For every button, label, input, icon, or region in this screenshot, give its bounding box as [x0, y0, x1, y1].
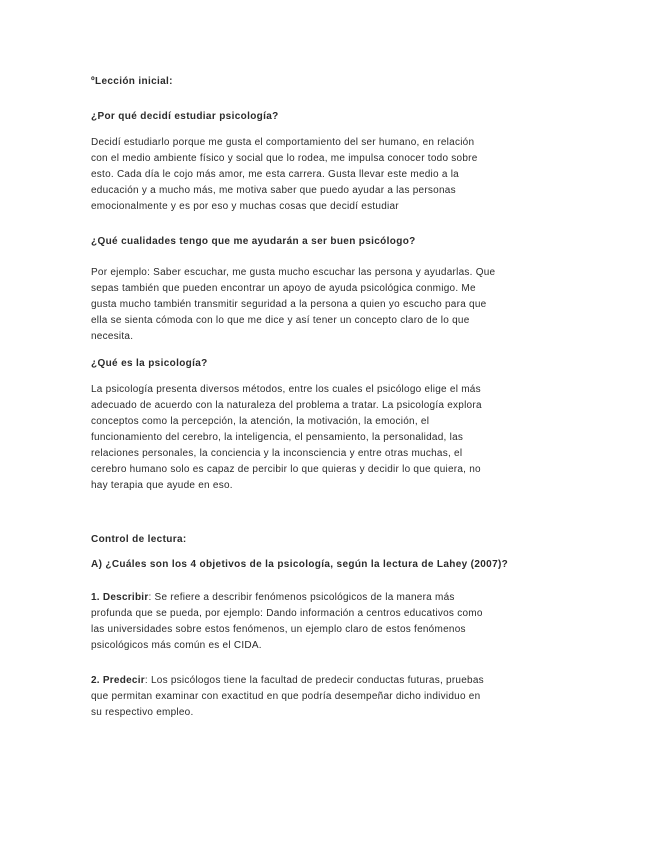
- paragraph-line: Por ejemplo: Saber escuchar, me gusta mucho escuchar las persona y ayudarlas. Que: [91, 267, 496, 278]
- paragraph-line: necesita.: [91, 331, 134, 342]
- paragraph-line: ella se sienta cómoda con lo que me dice y así tener un concepto claro de lo que: [91, 315, 470, 326]
- paragraph-line: funcionamiento del cerebro, la inteligencia, el pensamiento, la personalidad, las: [91, 432, 464, 443]
- paragraph-line: su respectivo empleo.: [91, 707, 194, 718]
- objective-2-first-line: [91, 673, 571, 689]
- objective-text: : Los psicólogos tiene la facultad de predecir conductas futuras, pruebas: [144, 675, 484, 686]
- paragraph-line: adecuado de acuerdo con la naturaleza del problema a tratar. La psicología explora: [91, 400, 482, 411]
- section-title-leccion: ºLección inicial:: [91, 76, 173, 87]
- objective-label: 1. Describir: [91, 592, 149, 603]
- paragraph-line: psicológicos más común es el CIDA.: [91, 640, 262, 651]
- control-lectura-title: Control de lectura:: [91, 534, 187, 545]
- paragraph-line: que permitan examinar con exactitud en que podría desempeñar dicho individuo en: [91, 691, 481, 702]
- paragraph-line: hay terapia que ayude en eso.: [91, 480, 233, 491]
- question-heading-1: ¿Por qué decidí estudiar psicología?: [91, 111, 279, 122]
- paragraph-line: Decidí estudiarlo porque me gusta el comportamiento del ser humano, en relación: [91, 137, 475, 148]
- paragraph-line: con el medio ambiente físico y social que lo rodea, me impulsa conocer todo sobre: [91, 153, 478, 164]
- paragraph-line: educación y a mucho más, me motiva saber que puedo ayudar a las personas: [91, 185, 456, 196]
- paragraph-line: gusta mucho también transmitir seguridad a la persona a quien yo escucho para que: [91, 299, 487, 310]
- paragraph-line: profunda que se pueda, por ejemplo: Dando información a centros educativos como: [91, 608, 483, 619]
- objective-1-first-line: [91, 590, 571, 606]
- question-heading-3: ¿Qué es la psicología?: [91, 358, 208, 369]
- paragraph-line: las universidades sobre estos fenómenos, un ejemplo claro de estos fenómenos: [91, 624, 466, 635]
- paragraph-line: sepas también que pueden encontrar un apoyo de ayuda psicológica conmigo. Me: [91, 283, 476, 294]
- objective-text: : Se refiere a describir fenómenos psicológicos de la manera más: [148, 592, 455, 603]
- paragraph-line: conceptos como la percepción, la atención, la motivación, la emoción, el: [91, 416, 430, 427]
- objective-label: 2. Predecir: [91, 675, 145, 686]
- paragraph-line: cerebro humano solo es capaz de percibir lo que quieras y decidir lo que quiera, no: [91, 464, 481, 475]
- question-heading-2: ¿Qué cualidades tengo que me ayudarán a ser buen psicólogo?: [91, 236, 416, 247]
- control-question: A) ¿Cuáles son los 4 objetivos de la psicología, según la lectura de Lahey (2007)?: [91, 559, 509, 570]
- paragraph-line: relaciones personales, la conciencia y la inconsciencia y entre otras muchas, el: [91, 448, 463, 459]
- paragraph-line: emocionalmente y es por eso y muchas cosas que decidí estudiar: [91, 201, 399, 212]
- paragraph-line: La psicología presenta diversos métodos, entre los cuales el psicólogo elige el más: [91, 384, 481, 395]
- paragraph-line: esto. Cada día le cojo más amor, me esta carrera. Gusta llevar este medio a la: [91, 169, 459, 180]
